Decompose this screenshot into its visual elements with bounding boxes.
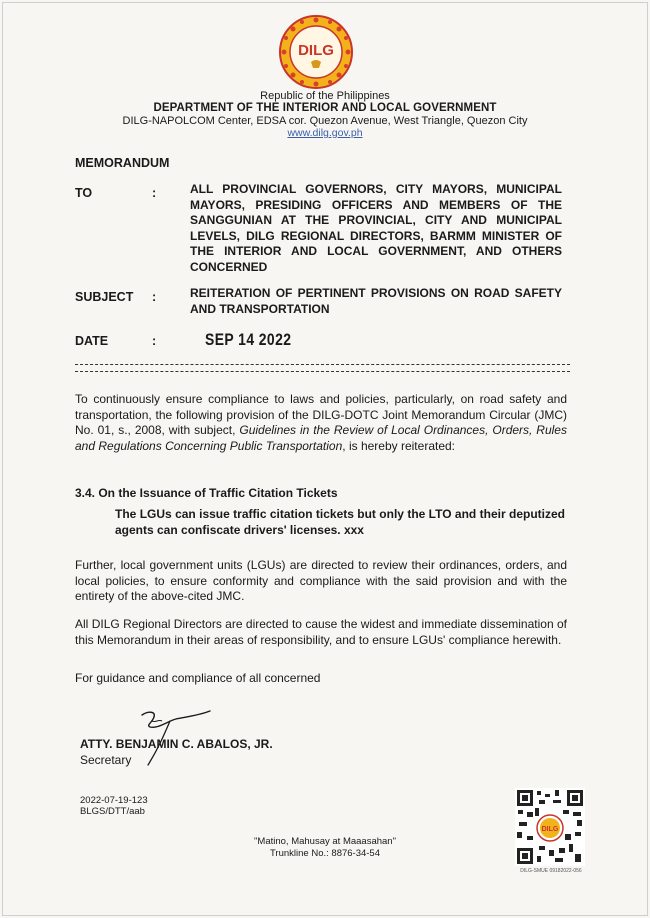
svg-text:DILG: DILG (541, 826, 559, 833)
date-colon: : (152, 334, 157, 348)
qr-code-icon (515, 788, 585, 866)
reference-code: BLGS/DTT/aab (80, 806, 145, 817)
intro-text-b: , is hereby reiterated: (342, 438, 456, 453)
jmc-subject-italic: Guidelines in the Review of Local Ordinances, Orders, Rules and Regulations Concerning Public Transportation (75, 423, 567, 453)
department-address: DILG-NAPOLCOM Center, EDSA cor. Quezon Avenue, West Triangle, Quezon City (122, 115, 528, 127)
intro-paragraph (75, 392, 567, 454)
svg-text:DILG: DILG (298, 42, 334, 59)
subject-colon: : (152, 290, 157, 304)
to-label: TO (75, 186, 93, 200)
dilg-seal-logo (278, 14, 354, 90)
memo-title: MEMORANDUM (75, 156, 170, 170)
website-link[interactable]: www.dilg.gov.ph (287, 127, 363, 139)
reference-number: 2022-07-19-123 (80, 795, 148, 806)
closing-line: For guidance and compliance of all concerned (75, 671, 321, 685)
qr-caption: DILG-SMUE 09182022-056 (520, 868, 582, 874)
directive-paragraph: Further, local government units (LGUs) are directed to review their ordinances, orders, and local policies, to ensure conformity and compliance with the said provision and with the entirety of the above-cited JMC. (75, 558, 567, 603)
republic-line: Republic of the Philippines (260, 90, 390, 102)
page-border (2, 2, 648, 916)
department-motto: "Matino, Mahusay at Maaasahan" (254, 836, 396, 847)
quoted-provision: The LGUs can issue traffic citation tickets but only the LTO and their deputized agents can confiscate drivers' licenses. xxx (115, 507, 565, 537)
dissemination-paragraph: All DILG Regional Directors are directed to cause the widest and immediate dissemination of this Memorandum in their areas of responsibility, and to ensure LGUs' compliance herewith. (75, 617, 567, 647)
to-colon: : (152, 186, 157, 200)
intro-text-a: To continuously ensure compliance to laws and policies, particularly, on road safety and transportation, the following provision of the DILG-DOTC Joint Memorandum Circular (JMC) No. 01, s., 2008, with subject, (75, 392, 567, 437)
subject-text: REITERATION OF PERTINENT PROVISIONS ON ROAD SAFETY AND TRANSPORTATION (190, 286, 562, 316)
trunkline: Trunkline No.: 8876-34-54 (269, 848, 380, 859)
department-name: DEPARTMENT OF THE INTERIOR AND LOCAL GOVERNMENT (153, 102, 497, 114)
separator-line (75, 364, 570, 372)
signatory-name: ATTY. BENJAMIN C. ABALOS, JR. (80, 737, 273, 751)
to-recipients: ALL PROVINCIAL GOVERNORS, CITY MAYORS, MUNICIPAL MAYORS, PRESIDING OFFICERS AND MEMBERS OF THE SANGGUNIAN AT THE PROVINCIAL, CITY AND MUNICIPAL LEVELS, DILG REGIONAL DIRECTORS, BARMM MINISTER OF THE INTERIOR AND LOCAL GOVERNMENT, AND OTHERS CONCERNED (190, 182, 562, 274)
date-label: DATE (75, 334, 109, 348)
section-heading: 3.4. On the Issuance of Traffic Citation Tickets (75, 486, 338, 500)
subject-label: SUBJECT (75, 290, 134, 304)
date-stamp: SEP 14 2022 (205, 330, 292, 349)
signatory-title: Secretary (80, 753, 132, 767)
